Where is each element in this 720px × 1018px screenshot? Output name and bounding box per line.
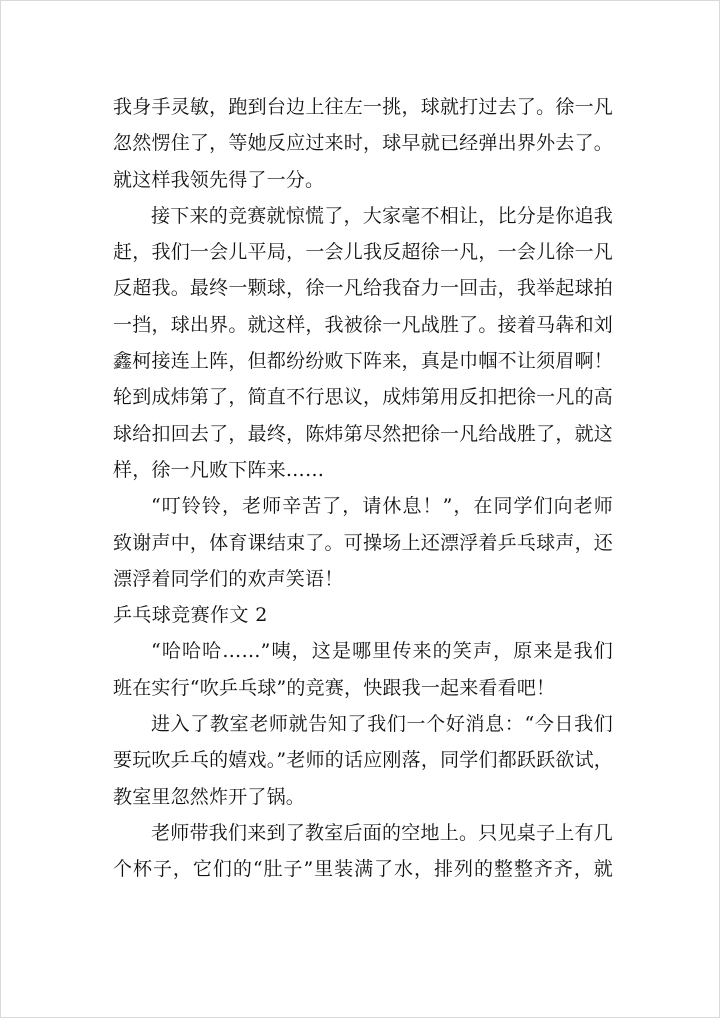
paragraph-first-line: 接下来的竞赛就惊慌了，大家毫不相让，比分是你追我 bbox=[151, 204, 613, 227]
text-line: 鑫柯接连上阵，但都纷纷败下阵来，真是巾帼不让须眉啊！ bbox=[113, 350, 613, 373]
text-line: 就这样我领先得了一分。 bbox=[113, 168, 325, 191]
text-line: 漂浮着同学们的欢声笑语！ bbox=[113, 567, 344, 590]
text-line: 要玩吹乒乓的嬉戏。”老师的话应刚落，同学们都跃跃欲试， bbox=[113, 749, 613, 772]
text-line: 反超我。最终一颗球，徐一凡给我奋力一回击，我举起球拍 bbox=[113, 277, 613, 300]
paragraph-first-line: 进入了教室老师就告知了我们一个好消息：“今日我们 bbox=[151, 713, 613, 736]
paragraph-first-line: “哈哈哈……”咦，这是哪里传来的笑声，原来是我们 bbox=[151, 640, 613, 663]
paragraph-first-line: “叮铃铃，老师辛苦了，请休息！”，在同学们向老师 bbox=[151, 495, 613, 518]
text-line: 我身手灵敏，跑到台边上往左一挑，球就打过去了。徐一凡 bbox=[113, 96, 613, 118]
text-line: 轮到成炜第了，简直不行思议，成炜第用反扣把徐一凡的高 bbox=[113, 386, 613, 409]
text-line: 个杯子，它们的“肚子”里装满了水，排列的整整齐齐，就 bbox=[113, 858, 613, 881]
text-line: 致谢声中，体育课结束了。可操场上还漂浮着乒乓球声，还 bbox=[113, 531, 613, 554]
text-line: 教室里忽然炸开了锅。 bbox=[113, 785, 306, 808]
section-heading: 乒乓球竞赛作文 2 bbox=[113, 604, 268, 627]
text-line: 球给扣回去了，最终，陈炜第尽然把徐一凡给战胜了，就这 bbox=[113, 422, 613, 445]
essay-body bbox=[113, 89, 613, 888]
text-line: 样，徐一凡败下阵来…… bbox=[113, 458, 325, 481]
text-line: 一挡，球出界。就这样，我被徐一凡战胜了。接着马犇和刘 bbox=[113, 313, 613, 336]
paragraph-first-line: 老师带我们来到了教室后面的空地上。只见桌子上有几 bbox=[151, 821, 613, 844]
text-line: 班在实行“吹乒乓球”的竞赛，快跟我一起来看看吧！ bbox=[113, 676, 556, 699]
text-line: 忽然愣住了，等她反应过来时，球早就已经弹出界外去了。 bbox=[113, 132, 613, 155]
text-line: 赶，我们一会儿平局，一会儿我反超徐一凡，一会儿徐一凡 bbox=[113, 241, 613, 264]
